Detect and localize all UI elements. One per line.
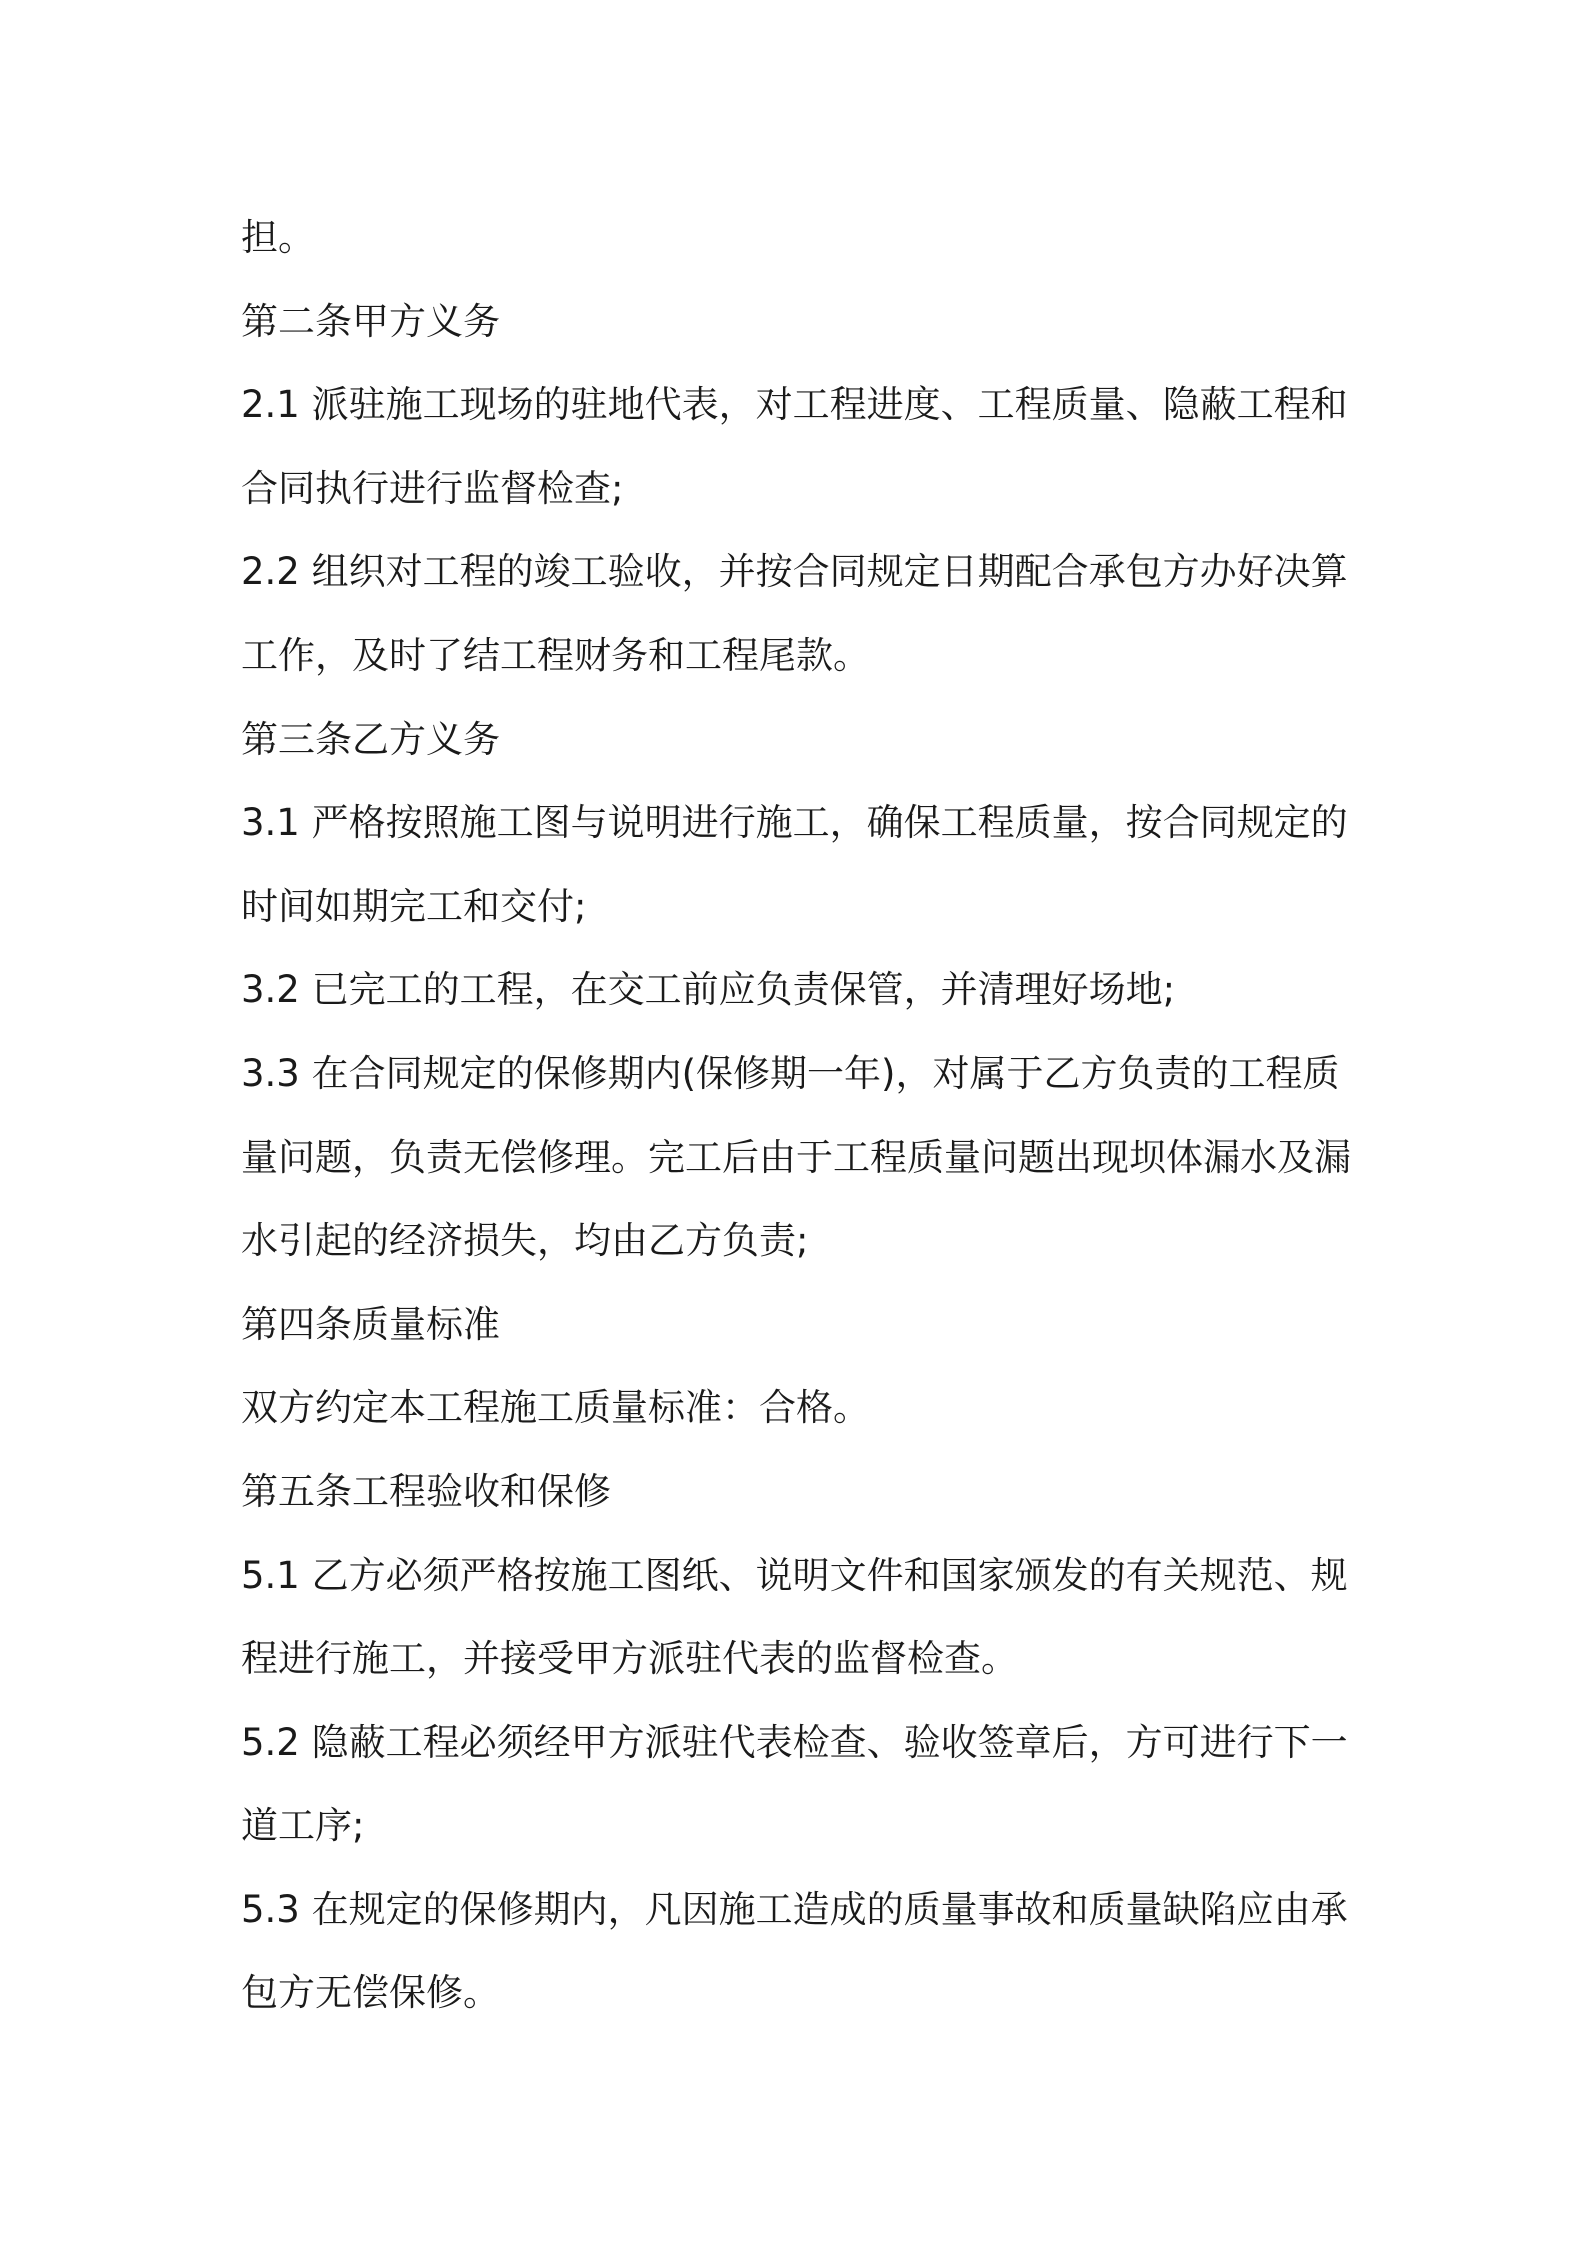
clause-line: 3.1 严格按照施工图与说明进行施工，确保工程质量，按合同规定的	[241, 801, 1348, 845]
clause-line: 工作，及时了结工程财务和工程尾款。	[241, 633, 870, 677]
text-line: 担。	[241, 216, 315, 259]
clause-line: 5.1 乙方必须严格按施工图纸、说明文件和国家颁发的有关规范、规	[241, 1553, 1348, 1597]
clause-line: 包方无偿保修。	[241, 1971, 500, 2015]
clause-line: 合同执行进行监督检查;	[241, 466, 624, 510]
section-heading: 第五条工程验收和保修	[241, 1469, 611, 1513]
clause-line: 5.2 隐蔽工程必须经甲方派驻代表检查、验收签章后，方可进行下一	[241, 1720, 1348, 1764]
clause-line: 水引起的经济损失，均由乙方负责;	[241, 1219, 809, 1263]
document-body	[241, 196, 1366, 2035]
clause-line: 5.3 在规定的保修期内，凡因施工造成的质量事故和质量缺陷应由承	[241, 1887, 1348, 1931]
clause-line: 时间如期完工和交付;	[241, 884, 587, 928]
clause-line: 道工序;	[241, 1804, 365, 1848]
clause-line: 2.2 组织对工程的竣工验收，并按合同规定日期配合承包方办好决算	[241, 550, 1348, 594]
clause-line: 双方约定本工程施工质量标准：合格。	[241, 1386, 870, 1430]
section-heading: 第三条乙方义务	[241, 717, 500, 761]
clause-line: 3.3 在合同规定的保修期内(保修期一年)，对属于乙方负责的工程质	[241, 1051, 1340, 1095]
clause-line: 量问题，负责无偿修理。完工后由于工程质量问题出现坝体漏水及漏	[241, 1135, 1351, 1179]
clause-line: 3.2 已完工的工程，在交工前应负责保管，并清理好场地;	[241, 968, 1176, 1012]
section-heading: 第四条质量标准	[241, 1302, 500, 1346]
section-heading: 第二条甲方义务	[241, 299, 500, 343]
clause-line: 2.1 派驻施工现场的驻地代表，对工程进度、工程质量、隐蔽工程和	[241, 383, 1348, 427]
clause-line: 程进行施工，并接受甲方派驻代表的监督检查。	[241, 1637, 1018, 1681]
